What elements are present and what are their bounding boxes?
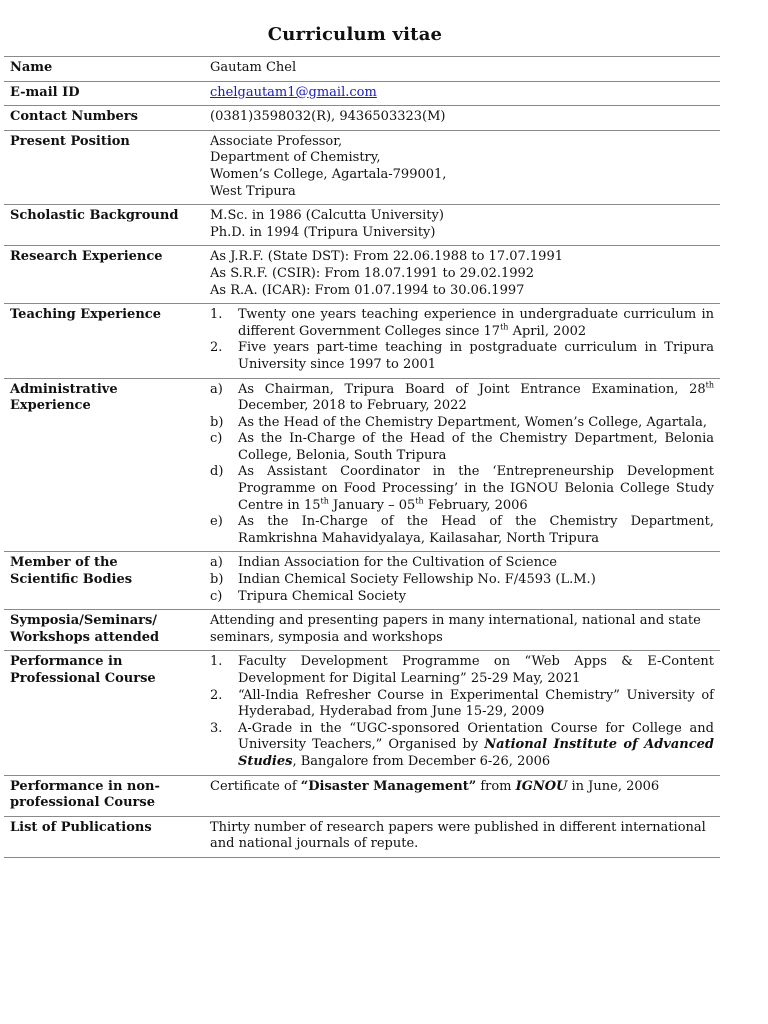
item-sup: th [320,496,329,506]
item-sup: th [500,322,509,332]
row-member [4,552,720,610]
item-text: Indian Chemical Society Fellowship No. F/4593 (L.M.) [238,572,596,588]
row-publications [4,816,720,857]
label-line: professional Course [10,795,155,811]
cv-table [4,56,720,858]
label-teaching: Teaching Experience [4,304,204,378]
row-position [4,130,720,204]
label-line: Performance in [10,654,123,670]
item-text: January – 05 [328,497,416,513]
label-email: E-mail ID [4,81,204,106]
item-text: April, 2002 [508,323,587,339]
teaching-list [210,307,714,373]
item-marker: b) [210,572,224,588]
item-text: , Bangalore from December 6-26, 2006 [292,753,551,769]
label-line: Symposia/Seminars/ [10,613,158,629]
list-item [210,382,714,415]
value-contact: (0381)3598032(R), 9436503323(M) [204,106,720,131]
document-title: Curriculum vitae [267,24,443,45]
value-name: Gautam Chel [204,57,720,82]
list-item [210,464,714,514]
label-nonprofessional [4,775,204,816]
item-marker: d) [210,464,224,480]
item-marker: 3. [210,720,223,736]
position-line: Women’s College, Agartala-799001, [210,166,447,182]
row-professional [4,651,720,775]
item-marker: a) [210,555,223,571]
value-text: from [476,778,516,794]
list-item [210,555,714,572]
position-line: Department of Chemistry, [210,150,381,166]
item-text: “All-India Refresher Course in Experimental Chemistry” University of Hyderabad, Hyderabad from June 15-29, 2009 [238,687,714,720]
item-marker: 2. [210,687,223,703]
row-teaching [4,304,720,378]
label-name: Name [4,57,204,82]
row-symposia [4,610,720,651]
label-symposia [4,610,204,651]
row-nonprofessional [4,775,720,816]
label-research: Research Experience [4,246,204,304]
list-item [210,721,714,771]
item-sup: th [705,380,714,390]
item-sup: th [415,496,424,506]
row-name [4,57,720,82]
row-contact [4,106,720,131]
position-line: West Tripura [210,183,296,199]
research-line: As S.R.F. (CSIR): From 18.07.1991 to 29.02.1992 [210,265,535,281]
list-item [210,514,714,547]
scholastic-line: M.Sc. in 1986 (Calcutta University) [210,208,444,224]
item-marker: c) [210,588,223,604]
item-text: As Assistant Coordinator in the ‘Entrepreneurship Development Programme on Food Processing’ in the IGNOU Belonia College Study Centre in 15 [238,464,714,513]
value-publications: Thirty number of research papers were published in different international and national journals of repute. [204,816,720,857]
list-item [210,589,714,606]
value-emphasis: IGNOU [515,778,568,794]
item-text: Faculty Development Programme on “Web Apps & E-Content Development for Digital Learning” 25-29 May, 2021 [238,654,714,686]
label-line: Administrative [10,381,118,397]
value-member [204,552,720,610]
item-marker: 1. [210,654,223,670]
item-text: As the In-Charge of the Head of the Chemistry Department, Ramkrishna Mahavidyalaya, Kailasahar, North Tripura [238,514,714,546]
label-line: Performance in non- [10,778,160,794]
label-line: Workshops attended [10,629,160,645]
label-line: Experience [10,398,91,414]
item-marker: 1. [210,307,223,323]
item-text: Twenty one years teaching experience in undergraduate curriculum in different Government Colleges since 17 [238,307,714,339]
label-professional [4,651,204,775]
value-email-cell [204,81,720,106]
item-marker: 2. [210,340,223,356]
label-member [4,552,204,610]
value-emphasis: “Disaster Management” [300,778,477,794]
member-list [210,555,714,605]
research-line: As R.A. (ICAR): From 01.07.1994 to 30.06.1997 [210,282,525,298]
scholastic-line: Ph.D. in 1994 (Tripura University) [210,224,436,240]
label-contact: Contact Numbers [4,106,204,131]
item-text: Five years part-time teaching in postgraduate curriculum in Tripura University since 1997 to 2001 [238,340,714,372]
item-text: As the In-Charge of the Head of the Chemistry Department, Belonia College, Belonia, South Tripura [238,431,714,463]
label-publications: List of Publications [4,816,204,857]
item-text: Tripura Chemical Society [238,588,407,604]
item-emphasis: National Institute of Advanced Studies [238,737,715,769]
item-text: February, 2006 [423,497,528,513]
row-email [4,81,720,106]
item-text: A-Grade in the “UGC-sponsored Orientation Course for College and University Teachers,” Organised by [238,720,714,753]
list-item [210,307,714,340]
research-line: As J.R.F. (State DST): From 22.06.1988 to 17.07.1991 [210,249,563,265]
value-text: Certificate of [210,778,301,794]
position-line: Associate Professor, [210,133,343,149]
label-line: Member of the [10,555,118,571]
item-marker: b) [210,414,224,430]
value-research [204,246,720,304]
value-text: in June, 2006 [567,778,660,794]
list-item [210,340,714,373]
item-marker: a) [210,381,223,397]
value-teaching [204,304,720,378]
value-position [204,130,720,204]
value-professional [204,651,720,775]
item-text: As Chairman, Tripura Board of Joint Entrance Examination, 28 [238,381,706,397]
label-administrative [4,378,204,552]
item-text: As the Head of the Chemistry Department, Women’s College, Agartala, [238,414,708,430]
label-line: Scientific Bodies [10,572,133,588]
administrative-list [210,382,714,548]
professional-list [210,654,714,770]
row-scholastic [4,205,720,246]
row-administrative [4,378,720,552]
list-item [210,431,714,464]
email-link[interactable]: chelgautam1@gmail.com [210,84,377,100]
item-marker: c) [210,431,223,447]
item-text: December, 2018 to February, 2022 [238,398,467,414]
value-administrative [204,378,720,552]
list-item [210,654,714,687]
row-research [4,246,720,304]
label-position: Present Position [4,130,204,204]
list-item [210,572,714,589]
item-marker: e) [210,514,223,530]
value-nonprofessional [204,775,720,816]
value-scholastic [204,205,720,246]
list-item [210,415,714,432]
list-item [210,688,714,721]
item-text: Indian Association for the Cultivation of Science [238,555,557,571]
label-line: Professional Course [10,671,156,686]
value-symposia: Attending and presenting papers in many international, national and state seminars, symposia and workshops [204,610,720,651]
label-scholastic: Scholastic Background [4,205,204,246]
